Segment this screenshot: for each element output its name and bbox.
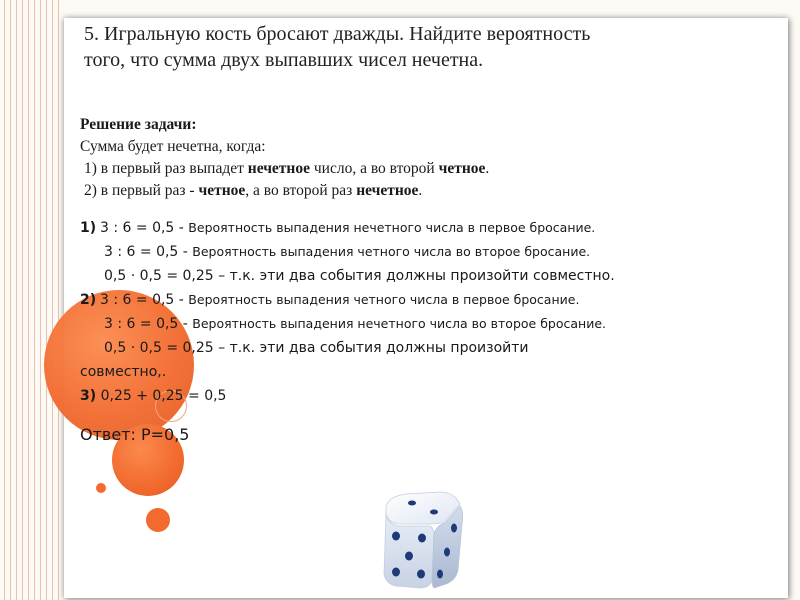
part2-line3 [80, 336, 770, 360]
part2-line4 [80, 360, 770, 384]
case-keyword: нечетное [247, 160, 310, 177]
part1-line1 [80, 216, 770, 240]
frame-stripe [40, 0, 41, 600]
case-keyword: четное [198, 182, 246, 199]
frame-stripe [58, 0, 59, 600]
equation-description: Вероятность выпадения нечетного числа во второе бросание. [192, 316, 606, 331]
case-text: 1) в первый раз выпадет [84, 160, 248, 177]
case-1 [80, 158, 770, 180]
equation-description: Вероятность выпадения нечетного числа в первое бросание. [188, 220, 596, 235]
frame-stripe [46, 0, 47, 600]
equation: 3 : 6 = 0,5 - [104, 244, 193, 260]
part2-line2 [80, 312, 770, 336]
part-marker: 1) [80, 220, 97, 236]
case-keyword: четное [438, 160, 486, 177]
decorative-circle-small [146, 508, 170, 532]
equation-description: Вероятность выпадения четного числа во второе бросание. [192, 244, 591, 259]
part2-line1 [80, 288, 770, 312]
equation: 0,5 · 0,5 = 0,25 – т.к. эти два события должны произойти совместно. [104, 268, 615, 284]
title-line: того, что сумма двух выпавших чисел нечетна. [84, 49, 484, 71]
case-text: , а во второй раз [245, 182, 357, 199]
answer: Ответ: Р=0,5 [80, 425, 190, 444]
equation: 3 : 6 = 0,5 - [104, 316, 193, 332]
frame-stripe [4, 0, 5, 600]
equation: совместно,. [80, 364, 167, 380]
case-text: 2) в первый раз - [84, 182, 199, 199]
frame-stripe [10, 0, 11, 600]
frame-stripe [22, 0, 23, 600]
task-title [84, 21, 684, 73]
part1-line2 [80, 240, 770, 264]
solution-intro: Сумма будет нечетна, когда: [80, 138, 266, 155]
solution-heading: Решение задачи: [80, 116, 197, 133]
equation: 3 : 6 = 0,5 - [100, 292, 189, 308]
equation: 0,5 · 0,5 = 0,25 – т.к. эти два события должны произойти [104, 340, 529, 356]
part1-line3 [80, 264, 770, 288]
case-2 [80, 180, 770, 202]
solution-body [80, 114, 770, 446]
title-line: 5. Игральную кость бросают дважды. Найдите вероятность [84, 23, 591, 45]
case-text: . [485, 160, 490, 177]
case-text: число, а во второй [310, 160, 439, 177]
case-keyword: нечетное [356, 182, 419, 199]
frame-stripe [34, 0, 35, 600]
part3-line [80, 384, 770, 408]
frame-stripe [28, 0, 29, 600]
decorative-circle-tiny [96, 483, 106, 493]
equation: 0,25 + 0,25 = 0,5 [96, 388, 227, 404]
part-marker: 2) [80, 292, 97, 308]
part-marker: 3) [80, 388, 97, 404]
frame-stripe [52, 0, 53, 600]
dice-icon [368, 484, 468, 594]
case-text: . [418, 182, 423, 199]
equation: 3 : 6 = 0,5 - [100, 220, 189, 236]
frame-stripe [16, 0, 17, 600]
equation-description: Вероятность выпадения четного числа в первое бросание. [188, 292, 580, 307]
